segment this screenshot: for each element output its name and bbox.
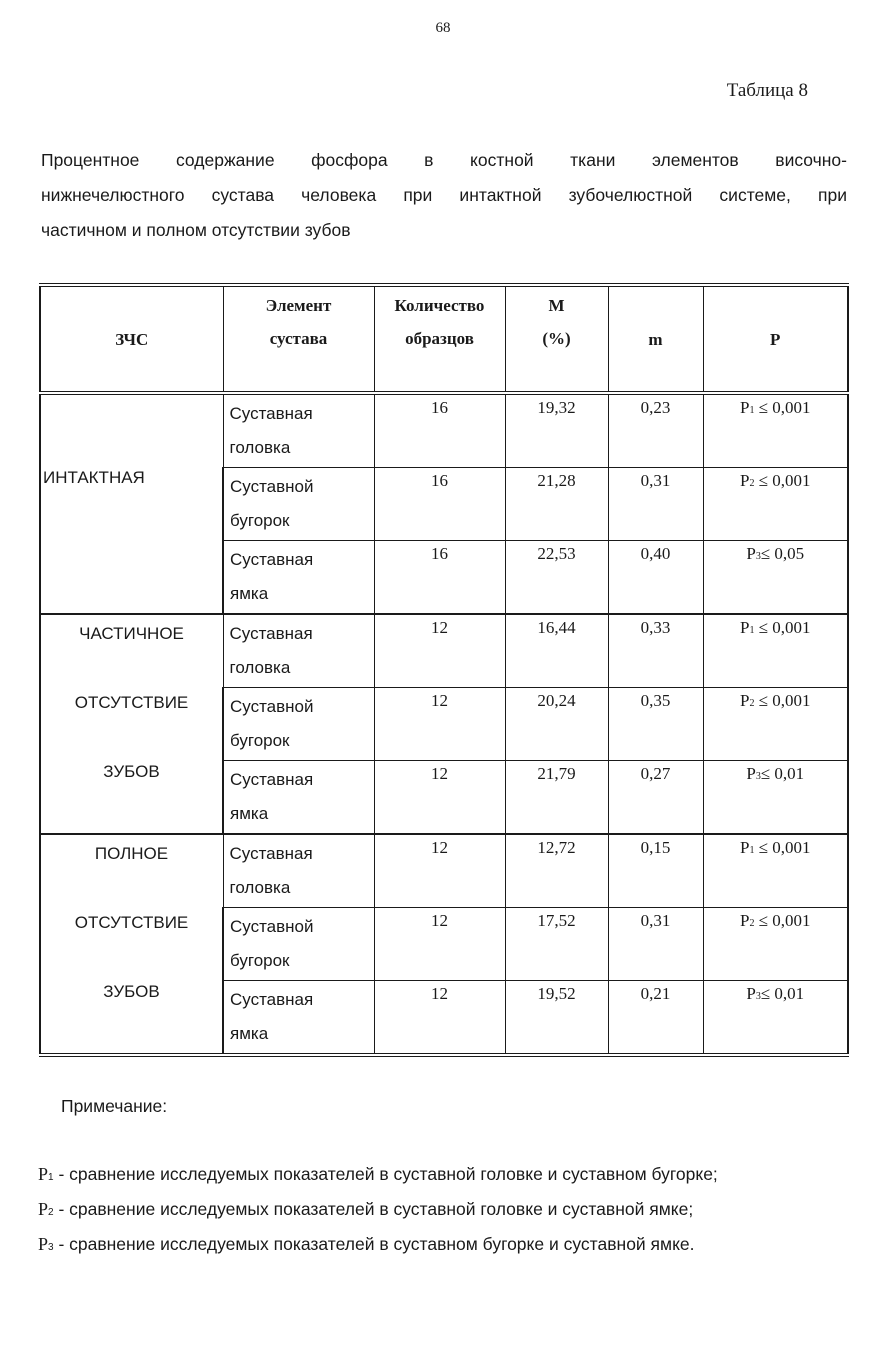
group-cell <box>40 834 223 1055</box>
error-cell: 0,15 <box>608 834 703 908</box>
group-label: ПОЛНОЕ <box>94 844 169 863</box>
table-header-row <box>40 285 848 393</box>
error-cell: 0,21 <box>608 981 703 1056</box>
count-cell: 16 <box>374 468 505 541</box>
note-item: P2 - сравнение исследуемых показателей в суставной головке и суставной ямке; <box>38 1199 694 1219</box>
caption-line-1: Процентное содержание фосфора в костной ткани элементов височно- <box>41 150 847 170</box>
mean-cell: 16,44 <box>505 614 608 688</box>
group-label: ЗУБОВ <box>103 982 160 1001</box>
error-cell: 0,33 <box>608 614 703 688</box>
note-item: P1 - сравнение исследуемых показателей в суставной головке и суставном бугорке; <box>38 1164 718 1184</box>
mean-cell: 19,32 <box>505 393 608 468</box>
p-value-cell: P2 ≤ 0,001 <box>703 468 848 541</box>
p-value-cell: P2 ≤ 0,001 <box>703 688 848 761</box>
phosphorus-table <box>39 283 849 1057</box>
mean-cell: 19,52 <box>505 981 608 1056</box>
error-cell: 0,35 <box>608 688 703 761</box>
group-cell <box>40 393 223 614</box>
error-cell: 0,40 <box>608 541 703 615</box>
count-cell: 12 <box>374 981 505 1056</box>
count-cell: 12 <box>374 614 505 688</box>
group-label: ЧАСТИЧНОЕ <box>79 624 184 643</box>
error-cell: 0,31 <box>608 468 703 541</box>
count-cell: 16 <box>374 393 505 468</box>
table-number: Таблица 8 <box>726 80 808 101</box>
header-count: Количество образцов <box>374 285 505 393</box>
page-number: 68 <box>435 20 451 36</box>
p-value-cell: P1 ≤ 0,001 <box>703 614 848 688</box>
error-cell: 0,31 <box>608 908 703 981</box>
caption-line-2: нижнечелюстного сустава человека при интактной зубочелюстной системе, при <box>41 185 847 205</box>
count-cell: 16 <box>374 541 505 615</box>
table-row <box>40 834 848 908</box>
error-cell: 0,23 <box>608 393 703 468</box>
header-mean: M (%) <box>505 285 608 393</box>
error-cell: 0,27 <box>608 761 703 835</box>
element-cell: Суставной бугорок <box>223 468 374 541</box>
header-group: ЗЧС <box>40 285 223 393</box>
mean-cell: 21,79 <box>505 761 608 835</box>
group-cell <box>40 614 223 834</box>
count-cell: 12 <box>374 908 505 981</box>
element-cell: Суставная головка <box>223 614 374 688</box>
group-label: ЗУБОВ <box>103 762 160 781</box>
mean-cell: 20,24 <box>505 688 608 761</box>
mean-cell: 12,72 <box>505 834 608 908</box>
group-label: ОТСУТСТВИЕ <box>74 693 189 712</box>
p-value-cell: P2 ≤ 0,001 <box>703 908 848 981</box>
table-caption <box>41 143 847 248</box>
element-cell: Суставная головка <box>223 834 374 908</box>
element-cell: Суставная ямка <box>223 761 374 835</box>
note-item: P3 - сравнение исследуемых показателей в суставном бугорке и суставной ямке. <box>38 1234 695 1254</box>
group-label: ИНТАКТНАЯ <box>43 468 145 487</box>
group-label: ОТСУТСТВИЕ <box>74 913 189 932</box>
mean-cell: 22,53 <box>505 541 608 615</box>
count-cell: 12 <box>374 688 505 761</box>
p-value-cell: P3≤ 0,01 <box>703 981 848 1056</box>
table-row <box>40 614 848 688</box>
mean-cell: 17,52 <box>505 908 608 981</box>
element-cell: Суставной бугорок <box>223 908 374 981</box>
mean-cell: 21,28 <box>505 468 608 541</box>
element-cell: Суставная головка <box>223 393 374 468</box>
header-error: m <box>608 285 703 393</box>
count-cell: 12 <box>374 761 505 835</box>
header-p: P <box>703 285 848 393</box>
note-title: Примечание: <box>61 1096 168 1116</box>
element-cell: Суставной бугорок <box>223 688 374 761</box>
data-table-wrapper <box>39 283 847 1057</box>
element-cell: Суставная ямка <box>223 981 374 1056</box>
p-value-cell: P1 ≤ 0,001 <box>703 393 848 468</box>
element-cell: Суставная ямка <box>223 541 374 615</box>
table-row <box>40 393 848 468</box>
header-element: Элемент сустава <box>223 285 374 393</box>
count-cell: 12 <box>374 834 505 908</box>
p-value-cell: P1 ≤ 0,001 <box>703 834 848 908</box>
p-value-cell: P3≤ 0,05 <box>703 541 848 615</box>
caption-line-3: частичном и полном отсутствии зубов <box>41 220 351 240</box>
p-value-cell: P3≤ 0,01 <box>703 761 848 835</box>
